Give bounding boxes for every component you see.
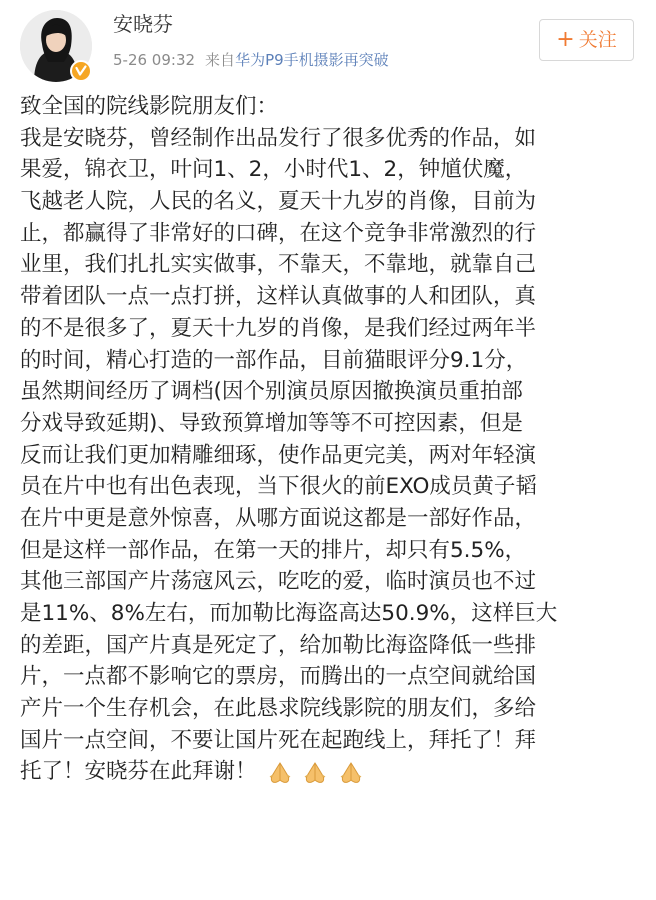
content-line: 片，一点都不影响它的票房，而腾出的一点空间就给国: [20, 664, 537, 690]
emoji-group: [267, 757, 368, 789]
content-line: 虽然期间经历了调档(因个别演员原因撤换演员重拍部: [20, 379, 523, 405]
content-line: 产片一个生存机会，在此恳求院线影院的朋友们，多给: [20, 696, 537, 722]
content-line: 止，都赢得了非常好的口碑，在这个竞争非常激烈的行: [20, 220, 537, 246]
content-line: 员在片中也有出色表现，当下很火的前EXO成员黄子韬: [20, 474, 537, 500]
last-line-text: 托了！安晓芬在此拜谢！: [20, 759, 257, 785]
content-line: 的不是很多了，夏天十九岁的肖像，是我们经过两年半: [20, 315, 537, 341]
source-prefix: 来自: [205, 51, 236, 69]
follow-label: 关注: [578, 29, 617, 51]
praying-hands-icon: [267, 760, 293, 786]
avatar-wrap[interactable]: [20, 10, 92, 82]
praying-hands-icon: [302, 760, 328, 786]
content-line: 的时间，精心打造的一部作品，目前猫眼评分9.1分，: [20, 347, 528, 373]
follow-button[interactable]: [539, 19, 634, 61]
device-source-link[interactable]: 华为P9手机摄影再突破: [235, 51, 389, 69]
verified-badge-icon: [70, 60, 92, 82]
post-header: [0, 0, 656, 90]
content-line: 我是安晓芬，曾经制作出品发行了很多优秀的作品，如: [20, 125, 537, 151]
praying-hands-icon: [338, 760, 364, 786]
content-line: 的差距，国产片真是死定了，给加勒比海盗降低一些排: [20, 632, 537, 658]
post-meta: [113, 48, 389, 72]
content-line: 是11%、8%左右，而加勒比海盗高达50.9%，这样巨大: [20, 601, 558, 626]
content-line: 业里，我们扎扎实实做事，不靠天，不靠地，就靠自己: [20, 252, 537, 278]
post-time: 5-26 09:32: [113, 51, 196, 69]
content-line: 带着团队一点一点打拼，这样认真做事的人和团队，真: [20, 284, 537, 310]
plus-icon: +: [556, 27, 575, 52]
content-line: 在片中更是意外惊喜，从哪方面说这都是一部好作品，: [20, 505, 537, 531]
content-line: 飞越老人院，人民的名义，夏天十九岁的肖像，目前为: [20, 189, 537, 215]
content-line: 分戏导致延期)、导致预算增加等等不可控因素，但是: [20, 410, 523, 436]
content-line: 果爱，锦衣卫，叶问1、2，小时代1、2，钟馗伏魔，: [20, 157, 527, 183]
content-line: 反而让我们更加精雕细琢，使作品更完美，两对年轻演: [20, 442, 537, 468]
content-line: 其他三部国产片荡寇风云，吃吃的爱，临时演员也不过: [20, 569, 537, 595]
author-name[interactable]: 安晓芬: [113, 12, 173, 36]
content-line-last: [20, 756, 640, 788]
post-content: [20, 91, 640, 788]
content-line: 但是这样一部作品，在第一天的排片，却只有5.5%，: [20, 537, 527, 563]
content-line: 致全国的院线影院朋友们：: [20, 94, 279, 119]
content-line: 国片一点空间，不要让国片死在起跑线上，拜托了！拜: [20, 727, 537, 753]
